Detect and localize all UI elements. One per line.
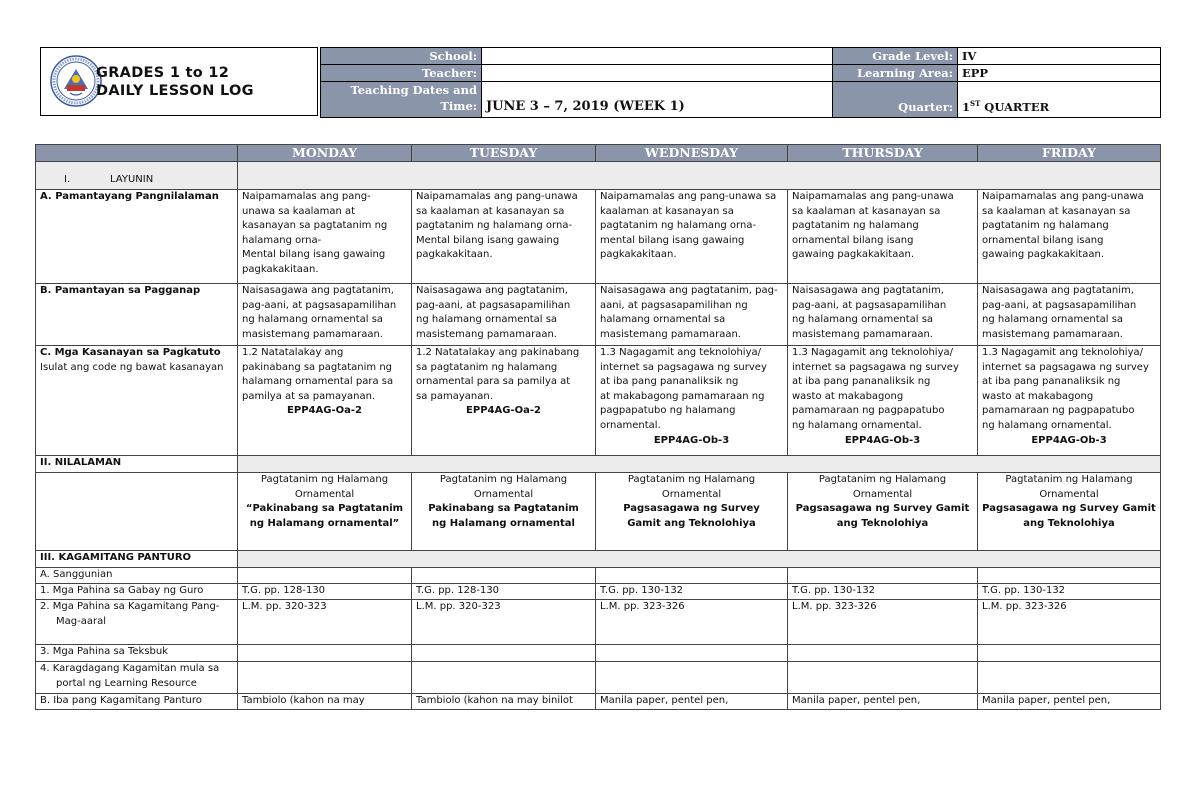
text-line: Mental bilang isang gawaing [416, 234, 560, 246]
text-line: mental bilang isang gawaing [600, 234, 745, 246]
text-line: sa pamayanan. [416, 390, 493, 402]
text-line: Ornamental [661, 488, 722, 500]
kagamitang-label: III. KAGAMITANG PANTURO [36, 551, 238, 568]
lesson-title-line: ang Teknolohiya [836, 517, 929, 529]
text-line: Ornamental [1039, 488, 1099, 500]
day-header-wednesday: WEDNESDAY [596, 145, 788, 162]
sanggunian-wednesday[interactable] [596, 568, 788, 584]
text-line: ng halamang ornamental sa [416, 314, 558, 326]
pagganap-label: B. Pamantayan sa Pagganap [36, 284, 238, 346]
text-line: Naipamamalas ang pang- [242, 191, 371, 202]
text-line: unawa sa kaalaman at [242, 205, 356, 217]
nilalaman-monday[interactable] [238, 473, 412, 551]
competency-code: EPP4AG-Ob-3 [1031, 434, 1107, 446]
text-line: pagkakakitaan. [416, 249, 493, 261]
pagganap-row [36, 284, 1161, 346]
text-line: halamang ornamental sa [600, 314, 726, 326]
header-info-table [320, 47, 1161, 118]
text-line: ng halamang ornamental. [982, 419, 1112, 431]
pangnilalaman-friday[interactable] [978, 190, 1161, 284]
quarter-label: Quarter: [833, 82, 958, 118]
competency-code: EPP4AG-Oa-2 [287, 405, 362, 417]
text-line: masistemang pamamaraan. [242, 328, 383, 340]
iba-pang-label: B. Iba pang Kagamitang Panturo [36, 694, 238, 710]
lesson-title-line: “Pakinabang sa Pagtatanim [245, 503, 404, 515]
text-line: Naisasagawa ang pagtatanim, [242, 285, 394, 296]
pagganap-wednesday[interactable] [596, 284, 788, 346]
karagdagang-monday[interactable] [238, 662, 412, 694]
nilalaman-header-row [36, 456, 1161, 473]
text-line: Naisasagawa ang pagtatanim, pag- [600, 285, 778, 296]
text-line: at makabagong pamamaraan ng [600, 390, 765, 402]
iba-pang-row [36, 694, 1161, 710]
karagdagang-label-cell [36, 662, 238, 694]
text-line: pagpapatubo ng halamang [600, 405, 736, 417]
text-line: sa kaalaman at kasanayan sa [416, 205, 565, 217]
nilalaman-friday[interactable] [978, 473, 1161, 551]
lm-thursday[interactable]: L.M. pp. 323-326 [788, 600, 978, 645]
teaching-dates-label [321, 82, 482, 118]
pagganap-monday[interactable] [238, 284, 412, 346]
text-line: masistemang pamamaraan. [600, 328, 741, 340]
nilalaman-row [36, 473, 1161, 551]
pangnilalaman-monday[interactable] [238, 190, 412, 284]
sanggunian-tuesday[interactable] [412, 568, 596, 584]
teksbuk-wednesday[interactable] [596, 645, 788, 662]
text-line: pag-aani, at pagsasapamilihan [792, 299, 947, 311]
karagdagang-label-line2: portal ng Learning Resource [56, 677, 197, 689]
competency-code: EPP4AG-Ob-3 [844, 434, 921, 446]
kagamitang-header-blank [238, 551, 1161, 568]
sanggunian-thursday[interactable] [788, 568, 978, 584]
nilalaman-wednesday[interactable] [596, 473, 788, 551]
text-line: pagkakakitaan. [600, 249, 677, 261]
text-line: Pagtatanim ng Halamang [439, 474, 568, 485]
text-line: Naipamamalas ang pang-unawa [982, 191, 1144, 202]
teacher-value[interactable] [482, 65, 833, 82]
day-header-corner [36, 145, 238, 162]
text-line: pag-aani, at pagsasapamilihan [982, 299, 1137, 311]
text-line: sa kaalaman at kasanayan sa [982, 205, 1131, 217]
day-header-row [36, 145, 1161, 162]
grade-level-value[interactable]: IV [958, 48, 1161, 65]
text-line: internet sa pagsagawa ng survey [600, 361, 767, 373]
layunin-label-cell [36, 162, 238, 190]
sanggunian-friday[interactable] [978, 568, 1161, 584]
lm-wednesday[interactable]: L.M. pp. 323-326 [596, 600, 788, 645]
kasanayan-thursday[interactable] [788, 346, 978, 456]
lesson-title-line: Pagsasagawa ng Survey Gamit [795, 503, 970, 515]
text-line: Naipamamalas ang pang-unawa [792, 191, 954, 202]
text-line: sa kaalaman at kasanayan sa [792, 205, 941, 217]
text-line: Naipamamalas ang pang-unawa [416, 191, 578, 202]
text-line: halamang ornamental para sa [242, 376, 394, 388]
karagdagang-label-line1: 4. Karagdagang Kagamitan mula sa [40, 663, 220, 674]
text-line: aani, at pagsasapamilihan ng [600, 299, 748, 311]
text-line: internet sa pagsagawa ng survey [792, 361, 959, 373]
kasanayan-monday[interactable] [238, 346, 412, 456]
lesson-title-line: Pakinabang sa Pagtatanim [428, 503, 579, 515]
text-line: Naisasagawa ang pagtatanim, [792, 285, 944, 296]
learning-area-value[interactable]: EPP [958, 65, 1161, 82]
karagdagang-thursday[interactable] [788, 662, 978, 694]
teksbuk-thursday[interactable] [788, 645, 978, 662]
pagganap-thursday[interactable] [788, 284, 978, 346]
layunin-label: LAYUNIN [110, 174, 154, 186]
text-line: kaalaman at kasanayan sa [600, 205, 734, 217]
sanggunian-label: A. Sanggunian [36, 568, 238, 584]
pagganap-friday[interactable] [978, 284, 1161, 346]
text-line: ng halamang ornamental sa [982, 314, 1124, 326]
text-line: 1.3 Nagagamit ang teknolohiya/ [792, 347, 954, 358]
gabay-monday[interactable]: T.G. pp. 128-130 [238, 584, 412, 600]
text-line: 1.3 Nagagamit ang teknolohiya/ [600, 347, 762, 358]
text-line: ng halamang ornamental sa [792, 314, 934, 326]
pagganap-tuesday[interactable] [412, 284, 596, 346]
text-line: at iba pang pananaliksik ng [600, 376, 739, 388]
title-line-grades: GRADES 1 to 12 [96, 65, 230, 81]
nilalaman-thursday[interactable] [788, 473, 978, 551]
text-line: Naisasagawa ang pagtatanim, [982, 285, 1134, 296]
layunin-blank [238, 162, 1161, 190]
karagdagang-friday[interactable] [978, 662, 1161, 694]
document-header-box [40, 47, 318, 116]
kasanayan-friday[interactable] [978, 346, 1161, 456]
title-line-dll: DAILY LESSON LOG [96, 83, 254, 99]
text-line: masistemang pamamaraan. [982, 328, 1123, 340]
day-header-friday: FRIDAY [978, 145, 1161, 162]
quarter-text: QUARTER [984, 100, 1050, 114]
text-line: ornamental bilang isang [982, 234, 1104, 246]
karagdagang-row [36, 662, 1161, 694]
teaching-dates-label-line2: Time: [440, 99, 477, 113]
gabay-tuesday[interactable]: T.G. pp. 128-130 [412, 584, 596, 600]
text-line: halamang orna- [242, 234, 322, 246]
text-line: 1.2 Natatalakay ang pakinabang [416, 347, 580, 358]
iba-pang-wednesday[interactable]: Manila paper, pentel pen, [596, 694, 788, 710]
text-line: kasanayan sa pagtatanim ng [242, 220, 388, 232]
pangnilalaman-thursday[interactable] [788, 190, 978, 284]
text-line: internet sa pagsagawa ng survey [982, 361, 1149, 373]
pangnilalaman-row [36, 190, 1161, 284]
lm-label-line1: 2. Mga Pahina sa Kagamitang Pang- [40, 601, 220, 612]
school-label: School: [321, 48, 482, 65]
nilalaman-blank-label [36, 473, 238, 551]
day-header-tuesday: TUESDAY [412, 145, 596, 162]
text-line: masistemang pamamaraan. [792, 328, 933, 340]
text-line: ornamental bilang isang [792, 234, 914, 246]
pangnilalaman-wednesday[interactable] [596, 190, 788, 284]
text-line: pagkakakitaan. [242, 263, 319, 275]
text-line: masistemang pamamaraan. [416, 328, 557, 340]
lesson-title-line: ang Teknolohiya [1023, 517, 1115, 529]
day-header-monday: MONDAY [238, 145, 412, 162]
gabay-row [36, 584, 1161, 600]
text-line: pagtatanim ng halamang orna- [416, 220, 573, 232]
text-line: ng halamang ornamental. [792, 419, 922, 431]
karagdagang-wednesday[interactable] [596, 662, 788, 694]
lm-label-cell [36, 600, 238, 645]
kasanayan-wednesday[interactable] [596, 346, 788, 456]
sanggunian-monday[interactable] [238, 568, 412, 584]
text-line: Pagtatanim ng Halamang [260, 474, 389, 485]
kasanayan-row [36, 346, 1161, 456]
gabay-friday[interactable]: T.G. pp. 130-132 [978, 584, 1161, 600]
text-line: gawaing pagkakakitaan. [792, 249, 914, 261]
layunin-number: I. [64, 174, 71, 186]
karagdagang-tuesday[interactable] [412, 662, 596, 694]
teksbuk-row [36, 645, 1161, 662]
iba-pang-friday[interactable]: Manila paper, pentel pen, [978, 694, 1161, 710]
quarter-value[interactable] [958, 82, 1161, 118]
sanggunian-row [36, 568, 1161, 584]
teksbuk-label: 3. Mga Pahina sa Teksbuk [36, 645, 238, 662]
text-line: gawaing pagkakakitaan. [982, 249, 1104, 261]
lm-label-line2: Mag-aaral [56, 615, 106, 627]
lm-row [36, 600, 1161, 645]
competency-code: EPP4AG-Ob-3 [653, 434, 730, 446]
gabay-label: 1. Mga Pahina sa Gabay ng Guro [36, 584, 238, 600]
gabay-thursday[interactable]: T.G. pp. 130-132 [788, 584, 978, 600]
kagamitang-header-row [36, 551, 1161, 568]
lesson-title-line: Pagsasagawa ng Survey [623, 503, 760, 515]
teacher-label: Teacher: [321, 65, 482, 82]
nilalaman-label: II. NILALAMAN [36, 456, 238, 473]
deped-seal-icon [50, 55, 102, 107]
grade-level-label: Grade Level: [833, 48, 958, 65]
layunin-row [36, 162, 1161, 190]
text-line: Pagtatanim ng Halamang [818, 474, 947, 485]
lesson-title-line: Pagsasagawa ng Survey Gamit [982, 503, 1156, 515]
text-line: wasto at makabagong [792, 390, 904, 402]
text-line: pag-aani, at pagsasapamilihan [242, 299, 397, 311]
pangnilalaman-tuesday[interactable] [412, 190, 596, 284]
lesson-title-line: Gamit ang Teknolohiya [627, 517, 756, 529]
text-line: pakinabang sa pagtatanim ng [242, 361, 393, 373]
iba-pang-tuesday[interactable]: Tambiolo (kahon na may binilot [412, 694, 596, 710]
text-line: ornamental. [600, 419, 661, 431]
kasanayan-label-cell [36, 346, 238, 456]
text-line: Ornamental [294, 488, 355, 500]
document-title [96, 64, 254, 100]
lesson-log-table [35, 144, 1161, 710]
text-line: 1.3 Nagagamit ang teknolohiya/ [982, 347, 1144, 358]
text-line: Naisasagawa ang pagtatanim, [416, 285, 568, 296]
day-header-thursday: THURSDAY [788, 145, 978, 162]
lesson-title-line: ng Halamang ornamental” [249, 517, 400, 529]
kasanayan-tuesday[interactable] [412, 346, 596, 456]
text-line: pagtatanim ng halamang orna- [600, 220, 757, 232]
text-line: pamamaraan ng pagpapatubo [982, 405, 1135, 417]
text-line: Ornamental [852, 488, 913, 500]
teaching-dates-label-line1: Teaching Dates and [350, 83, 477, 97]
pangnilalaman-label: A. Pamantayang Pangnilalaman [36, 190, 238, 284]
text-line: pagtatanim ng halamang [792, 220, 919, 232]
text-line: Ornamental [473, 488, 534, 500]
school-value[interactable] [482, 48, 833, 65]
lm-friday[interactable]: L.M. pp. 323-326 [978, 600, 1161, 645]
competency-code: EPP4AG-Oa-2 [466, 405, 541, 417]
nilalaman-header-blank [238, 456, 1161, 473]
iba-pang-monday[interactable]: Tambiolo (kahon na may [238, 694, 412, 710]
text-line: Mental bilang isang gawaing [242, 249, 386, 261]
learning-area-label: Learning Area: [833, 65, 958, 82]
gabay-wednesday[interactable]: T.G. pp. 130-132 [596, 584, 788, 600]
text-line: sa pagtatanim ng halamang [416, 361, 558, 373]
iba-pang-thursday[interactable]: Manila paper, pentel pen, [788, 694, 978, 710]
text-line: ornamental para sa pamilya at [416, 376, 571, 388]
lm-tuesday[interactable]: L.M. pp. 320-323 [412, 600, 596, 645]
text-line: pamilya at sa pamayanan. [242, 390, 376, 402]
text-line: at iba pang pananaliksik ng [792, 376, 931, 388]
teaching-dates-value[interactable]: JUNE 3 – 7, 2019 (WEEK 1) [482, 82, 833, 118]
text-line: Pagtatanim ng Halamang [1005, 474, 1133, 485]
text-line: pamamaraan ng pagpapatubo [792, 405, 945, 417]
teksbuk-friday[interactable] [978, 645, 1161, 662]
text-line: 1.2 Natatalakay ang [242, 347, 344, 358]
text-line: pag-aani, at pagsasapamilihan [416, 299, 571, 311]
text-line: ng halamang ornamental sa [242, 314, 384, 326]
text-line: pagtatanim ng halamang [982, 220, 1109, 232]
quarter-ordinal: ST [970, 99, 981, 109]
text-line: at iba pang pananaliksik ng [982, 376, 1121, 388]
text-line: Naipamamalas ang pang-unawa sa [600, 191, 777, 202]
teksbuk-tuesday[interactable] [412, 645, 596, 662]
quarter-number: 1 [962, 100, 971, 114]
nilalaman-tuesday[interactable] [412, 473, 596, 551]
text-line: wasto at makabagong [982, 390, 1094, 402]
lm-monday[interactable]: L.M. pp. 320-323 [238, 600, 412, 645]
kasanayan-sublabel: Isulat ang code ng bawat kasanayan [40, 361, 224, 373]
kasanayan-label: C. Mga Kasanayan sa Pagkatuto [40, 347, 221, 358]
teksbuk-monday[interactable] [238, 645, 412, 662]
lesson-title-line: ng Halamang ornamental [432, 517, 575, 529]
text-line: Pagtatanim ng Halamang [627, 474, 756, 485]
